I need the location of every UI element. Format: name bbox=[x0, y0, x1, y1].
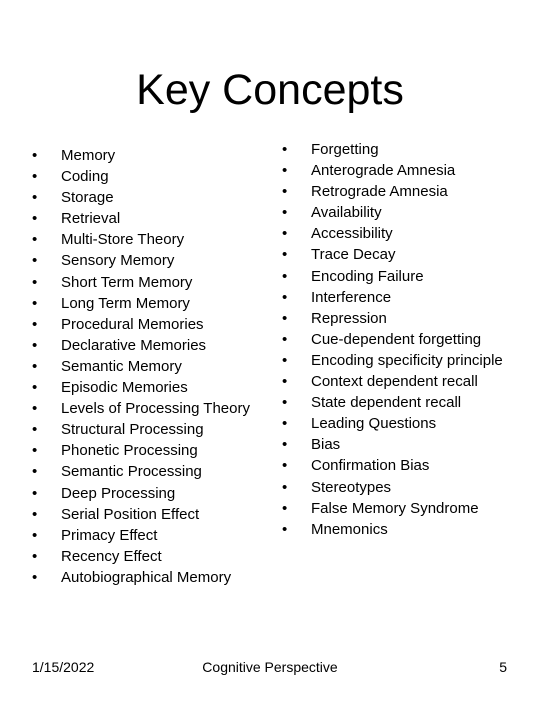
concept-list-item bbox=[32, 356, 262, 377]
concept-list-item bbox=[282, 413, 522, 434]
footer-title: Cognitive Perspective bbox=[202, 659, 338, 675]
bullet-icon: • bbox=[32, 210, 38, 228]
concept-list-item bbox=[32, 187, 262, 208]
concept-list-item bbox=[282, 519, 522, 540]
concept-label: Accessibility bbox=[311, 225, 393, 243]
concept-label: Encoding Failure bbox=[311, 267, 424, 285]
concept-label: Semantic Memory bbox=[61, 357, 182, 375]
concept-label: Storage bbox=[61, 189, 114, 207]
concept-label: False Memory Syndrome bbox=[311, 499, 479, 517]
concept-label: Recency Effect bbox=[61, 547, 162, 565]
concept-list-item bbox=[32, 250, 262, 271]
concept-label: Encoding specificity principle bbox=[311, 351, 503, 369]
bullet-icon: • bbox=[282, 415, 288, 433]
bullet-icon: • bbox=[32, 547, 38, 565]
bullet-icon: • bbox=[282, 373, 288, 391]
concept-list-item bbox=[32, 504, 262, 525]
bullet-icon: • bbox=[32, 400, 38, 418]
concept-label: Primacy Effect bbox=[61, 526, 158, 544]
concept-list-item bbox=[32, 546, 262, 567]
concept-label: Levels of Processing Theory bbox=[61, 400, 250, 418]
bullet-icon: • bbox=[32, 315, 38, 333]
bullet-icon: • bbox=[282, 141, 288, 158]
bullet-icon: • bbox=[32, 505, 38, 523]
bullet-icon: • bbox=[32, 379, 38, 397]
concept-list-item bbox=[282, 498, 522, 519]
concept-list-item bbox=[32, 377, 262, 398]
concept-list-item bbox=[32, 272, 262, 293]
concept-list-item bbox=[32, 335, 262, 356]
concept-label: Deep Processing bbox=[61, 484, 176, 502]
bullet-icon: • bbox=[282, 520, 288, 538]
bullet-icon: • bbox=[282, 204, 288, 222]
concept-list-item bbox=[32, 398, 262, 419]
bullet-icon: • bbox=[32, 273, 38, 291]
bullet-icon: • bbox=[282, 246, 288, 264]
right-concept-list bbox=[282, 139, 522, 540]
bullet-icon: • bbox=[282, 394, 288, 412]
bullet-icon: • bbox=[282, 183, 288, 201]
concept-list-item bbox=[282, 223, 522, 244]
concept-label: Trace Decay bbox=[311, 246, 396, 264]
concept-label: Autobiographical Memory bbox=[61, 568, 232, 586]
concept-list-item bbox=[282, 434, 522, 455]
bullet-icon: • bbox=[32, 463, 38, 481]
concept-list-item bbox=[32, 419, 262, 440]
bullet-icon: • bbox=[32, 442, 38, 460]
bullet-icon: • bbox=[32, 189, 38, 207]
concept-label: Anterograde Amnesia bbox=[311, 162, 456, 180]
concept-list-item bbox=[32, 567, 262, 588]
concept-label: Mnemonics bbox=[311, 520, 388, 538]
concept-label: Structural Processing bbox=[61, 421, 204, 439]
footer-date: 1/15/2022 bbox=[32, 659, 95, 675]
concept-label: Episodic Memories bbox=[61, 379, 188, 397]
bullet-icon: • bbox=[32, 147, 38, 164]
concept-label: Procedural Memories bbox=[61, 315, 204, 333]
bullet-icon: • bbox=[282, 288, 288, 306]
concept-list-item bbox=[32, 145, 262, 166]
concept-list-item bbox=[32, 208, 262, 229]
concept-list-item bbox=[282, 287, 522, 308]
concept-list-item bbox=[32, 525, 262, 546]
concept-label: Long Term Memory bbox=[61, 294, 190, 312]
footer-page-number: 5 bbox=[499, 659, 507, 675]
concept-label: Context dependent recall bbox=[311, 373, 478, 391]
concept-label: Short Term Memory bbox=[61, 273, 193, 291]
bullet-icon: • bbox=[282, 457, 288, 475]
bullet-icon: • bbox=[32, 252, 38, 270]
concept-label: Retrieval bbox=[61, 210, 121, 228]
bullet-icon: • bbox=[282, 351, 288, 369]
bullet-icon: • bbox=[282, 436, 288, 454]
concept-label: Cue-dependent forgetting bbox=[311, 330, 482, 348]
concept-list-item bbox=[282, 350, 522, 371]
concept-label: Availability bbox=[311, 204, 382, 222]
concept-label: Repression bbox=[311, 309, 387, 327]
bullet-icon: • bbox=[32, 526, 38, 544]
left-concept-list bbox=[32, 145, 262, 588]
concept-label: Stereotypes bbox=[311, 478, 392, 496]
bullet-icon: • bbox=[282, 267, 288, 285]
bullet-icon: • bbox=[32, 421, 38, 439]
concept-list-item bbox=[282, 160, 522, 181]
concept-list-item bbox=[282, 202, 522, 223]
concept-list-item bbox=[282, 392, 522, 413]
concept-label: Phonetic Processing bbox=[61, 442, 198, 460]
concept-list-item bbox=[282, 329, 522, 350]
bullet-icon: • bbox=[282, 478, 288, 496]
bullet-icon: • bbox=[32, 484, 38, 502]
concept-list-item bbox=[282, 266, 522, 287]
concept-list-item bbox=[32, 229, 262, 250]
concept-list-item bbox=[282, 455, 522, 476]
bullet-icon: • bbox=[282, 309, 288, 327]
concept-label: Confirmation Bias bbox=[311, 457, 430, 475]
bullet-icon: • bbox=[32, 568, 38, 586]
concept-label: Serial Position Effect bbox=[61, 505, 200, 523]
concept-label: Multi-Store Theory bbox=[61, 231, 185, 249]
concept-label: Semantic Processing bbox=[61, 463, 202, 481]
bullet-icon: • bbox=[282, 225, 288, 243]
concept-list-item bbox=[32, 440, 262, 461]
bullet-icon: • bbox=[282, 162, 288, 180]
concept-label: Sensory Memory bbox=[61, 252, 175, 270]
concept-label: Memory bbox=[61, 147, 116, 164]
bullet-icon: • bbox=[282, 330, 288, 348]
concept-label: Bias bbox=[311, 436, 341, 454]
concept-label: Forgetting bbox=[311, 141, 379, 158]
concept-list-item bbox=[282, 139, 522, 160]
bullet-icon: • bbox=[32, 336, 38, 354]
concept-label: State dependent recall bbox=[311, 394, 462, 412]
concept-list-item bbox=[32, 461, 262, 482]
concept-label: Leading Questions bbox=[311, 415, 437, 433]
concept-label: Interference bbox=[311, 288, 392, 306]
concept-label: Retrograde Amnesia bbox=[311, 183, 448, 201]
concept-list-item bbox=[32, 314, 262, 335]
concept-list-item bbox=[282, 181, 522, 202]
bullet-icon: • bbox=[32, 168, 38, 186]
bullet-icon: • bbox=[32, 357, 38, 375]
slide-title: Key Concepts bbox=[136, 66, 404, 114]
bullet-icon: • bbox=[32, 294, 38, 312]
concept-list-item bbox=[282, 371, 522, 392]
concept-list-item bbox=[32, 483, 262, 504]
bullet-icon: • bbox=[282, 499, 288, 517]
bullet-icon: • bbox=[32, 231, 38, 249]
concept-label: Declarative Memories bbox=[61, 336, 207, 354]
concept-list-item bbox=[32, 166, 262, 187]
concept-list-item bbox=[282, 244, 522, 265]
concept-list-item bbox=[282, 308, 522, 329]
concept-list-item bbox=[32, 293, 262, 314]
concept-list-item bbox=[282, 477, 522, 498]
concept-label: Coding bbox=[61, 168, 109, 186]
